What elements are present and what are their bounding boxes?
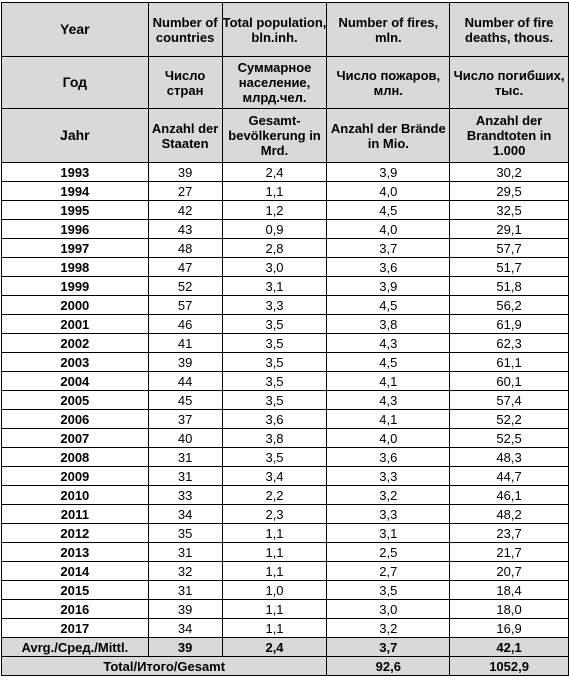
col-header-year-ru: Год — [2, 57, 149, 109]
col-header-deaths-en: Number of fire deaths, thous. — [450, 3, 569, 57]
cell-population: 3,0 — [222, 258, 327, 277]
cell-fires: 4,1 — [327, 410, 450, 429]
cell-population: 3,5 — [222, 334, 327, 353]
cell-year: 2002 — [2, 334, 149, 353]
table-row — [2, 353, 569, 372]
cell-deaths: 61,9 — [450, 315, 569, 334]
table-row — [2, 182, 569, 201]
cell-countries: 46 — [148, 315, 222, 334]
header-row-ru — [2, 57, 569, 109]
col-header-fires-de: Anzahl der Brände in Mio. — [327, 109, 450, 163]
cell-fires: 2,5 — [327, 543, 450, 562]
table-row — [2, 467, 569, 486]
cell-fires: 4,0 — [327, 220, 450, 239]
cell-fires: 4,5 — [327, 296, 450, 315]
col-header-countries-en: Number of countries — [148, 3, 222, 57]
cell-year: 1999 — [2, 277, 149, 296]
cell-fires: 3,3 — [327, 467, 450, 486]
cell-countries: 34 — [148, 619, 222, 638]
cell-deaths: 18,0 — [450, 600, 569, 619]
cell-deaths: 52,2 — [450, 410, 569, 429]
cell-countries: 31 — [148, 581, 222, 600]
cell-year: 2007 — [2, 429, 149, 448]
cell-fires: 4,0 — [327, 429, 450, 448]
col-header-fires-en: Number of fires, mln. — [327, 3, 450, 57]
cell-deaths: 44,7 — [450, 467, 569, 486]
cell-year: 2014 — [2, 562, 149, 581]
cell-population: 3,6 — [222, 410, 327, 429]
cell-deaths: 23,7 — [450, 524, 569, 543]
cell-fires: 3,2 — [327, 619, 450, 638]
cell-countries: 44 — [148, 372, 222, 391]
cell-population: 1,1 — [222, 543, 327, 562]
table-row — [2, 315, 569, 334]
col-header-population-ru: Суммарное население, млрд.чел. — [222, 57, 327, 109]
table-row — [2, 429, 569, 448]
table-row — [2, 372, 569, 391]
cell-deaths: 29,1 — [450, 220, 569, 239]
cell-population: 3,1 — [222, 277, 327, 296]
cell-population: 3,3 — [222, 296, 327, 315]
table-row — [2, 562, 569, 581]
average-fires: 3,7 — [327, 638, 450, 657]
table-row — [2, 220, 569, 239]
table-body — [2, 163, 569, 638]
cell-countries: 37 — [148, 410, 222, 429]
col-header-population-en: Total population, bln.inh. — [222, 3, 327, 57]
cell-year: 2017 — [2, 619, 149, 638]
total-row — [2, 657, 569, 676]
table-row — [2, 543, 569, 562]
header-row-de — [2, 109, 569, 163]
cell-countries: 31 — [148, 543, 222, 562]
cell-year: 1995 — [2, 201, 149, 220]
cell-year: 2006 — [2, 410, 149, 429]
cell-population: 1,1 — [222, 619, 327, 638]
cell-population: 2,2 — [222, 486, 327, 505]
cell-year: 2010 — [2, 486, 149, 505]
fire-statistics-table — [1, 2, 569, 676]
cell-countries: 42 — [148, 201, 222, 220]
cell-countries: 48 — [148, 239, 222, 258]
cell-deaths: 60,1 — [450, 372, 569, 391]
cell-fires: 4,3 — [327, 334, 450, 353]
cell-fires: 4,0 — [327, 182, 450, 201]
cell-population: 1,1 — [222, 182, 327, 201]
total-deaths: 1052,9 — [450, 657, 569, 676]
cell-population: 3,8 — [222, 429, 327, 448]
cell-fires: 4,1 — [327, 372, 450, 391]
table-row — [2, 201, 569, 220]
cell-countries: 40 — [148, 429, 222, 448]
table-row — [2, 239, 569, 258]
table-row — [2, 410, 569, 429]
col-header-countries-de: Anzahl der Staaten — [148, 109, 222, 163]
cell-year: 2008 — [2, 448, 149, 467]
cell-deaths: 29,5 — [450, 182, 569, 201]
cell-fires: 4,5 — [327, 201, 450, 220]
cell-population: 1,0 — [222, 581, 327, 600]
cell-fires: 3,2 — [327, 486, 450, 505]
cell-year: 2012 — [2, 524, 149, 543]
col-header-population-de: Gesamt-bevölkerung in Mrd. — [222, 109, 327, 163]
cell-population: 3,5 — [222, 391, 327, 410]
col-header-fires-ru: Число пожаров, млн. — [327, 57, 450, 109]
cell-population: 2,8 — [222, 239, 327, 258]
cell-year: 1994 — [2, 182, 149, 201]
cell-countries: 31 — [148, 448, 222, 467]
cell-countries: 52 — [148, 277, 222, 296]
table-row — [2, 486, 569, 505]
table-row — [2, 277, 569, 296]
cell-countries: 32 — [148, 562, 222, 581]
cell-deaths: 30,2 — [450, 163, 569, 182]
average-label: Avrg./Сред./Mittl. — [2, 638, 149, 657]
cell-year: 2001 — [2, 315, 149, 334]
cell-deaths: 57,7 — [450, 239, 569, 258]
cell-population: 1,1 — [222, 600, 327, 619]
table-row — [2, 163, 569, 182]
cell-year: 2009 — [2, 467, 149, 486]
average-population: 2,4 — [222, 638, 327, 657]
cell-deaths: 57,4 — [450, 391, 569, 410]
cell-year: 1998 — [2, 258, 149, 277]
cell-countries: 35 — [148, 524, 222, 543]
table-row — [2, 391, 569, 410]
cell-fires: 3,8 — [327, 315, 450, 334]
cell-countries: 34 — [148, 505, 222, 524]
cell-population: 2,3 — [222, 505, 327, 524]
cell-year: 1993 — [2, 163, 149, 182]
cell-fires: 3,0 — [327, 600, 450, 619]
col-header-year-en: Year — [2, 3, 149, 57]
cell-deaths: 16,9 — [450, 619, 569, 638]
cell-fires: 3,1 — [327, 524, 450, 543]
cell-year: 2015 — [2, 581, 149, 600]
cell-deaths: 61,1 — [450, 353, 569, 372]
cell-year: 2016 — [2, 600, 149, 619]
cell-year: 2011 — [2, 505, 149, 524]
table-row — [2, 581, 569, 600]
cell-fires: 3,5 — [327, 581, 450, 600]
cell-population: 2,4 — [222, 163, 327, 182]
cell-countries: 43 — [148, 220, 222, 239]
cell-countries: 39 — [148, 600, 222, 619]
cell-countries: 31 — [148, 467, 222, 486]
cell-deaths: 56,2 — [450, 296, 569, 315]
header-row-en — [2, 3, 569, 57]
average-row — [2, 638, 569, 657]
table-row — [2, 448, 569, 467]
cell-deaths: 48,2 — [450, 505, 569, 524]
cell-deaths: 48,3 — [450, 448, 569, 467]
cell-deaths: 32,5 — [450, 201, 569, 220]
table-row — [2, 505, 569, 524]
cell-countries: 33 — [148, 486, 222, 505]
cell-fires: 4,5 — [327, 353, 450, 372]
cell-countries: 41 — [148, 334, 222, 353]
cell-year: 1996 — [2, 220, 149, 239]
cell-deaths: 52,5 — [450, 429, 569, 448]
cell-countries: 27 — [148, 182, 222, 201]
col-header-deaths-de: Anzahl der Brandtoten in 1.000 — [450, 109, 569, 163]
cell-deaths: 21,7 — [450, 543, 569, 562]
cell-population: 0,9 — [222, 220, 327, 239]
cell-countries: 47 — [148, 258, 222, 277]
table-row — [2, 296, 569, 315]
average-deaths: 42,1 — [450, 638, 569, 657]
cell-fires: 3,3 — [327, 505, 450, 524]
cell-population: 1,2 — [222, 201, 327, 220]
cell-population: 3,5 — [222, 315, 327, 334]
cell-year: 2004 — [2, 372, 149, 391]
total-label: Total/Итого/Gesamt — [2, 657, 327, 676]
col-header-year-de: Jahr — [2, 109, 149, 163]
cell-deaths: 51,8 — [450, 277, 569, 296]
col-header-deaths-ru: Число погибших, тыс. — [450, 57, 569, 109]
cell-year: 1997 — [2, 239, 149, 258]
cell-fires: 3,6 — [327, 448, 450, 467]
cell-countries: 39 — [148, 353, 222, 372]
cell-deaths: 51,7 — [450, 258, 569, 277]
cell-population: 3,5 — [222, 353, 327, 372]
cell-year: 2013 — [2, 543, 149, 562]
cell-deaths: 62,3 — [450, 334, 569, 353]
cell-population: 3,4 — [222, 467, 327, 486]
cell-countries: 57 — [148, 296, 222, 315]
cell-year: 2005 — [2, 391, 149, 410]
cell-countries: 39 — [148, 163, 222, 182]
cell-fires: 3,6 — [327, 258, 450, 277]
cell-countries: 45 — [148, 391, 222, 410]
cell-fires: 3,9 — [327, 163, 450, 182]
table-row — [2, 619, 569, 638]
table-row — [2, 334, 569, 353]
cell-year: 2000 — [2, 296, 149, 315]
cell-population: 3,5 — [222, 372, 327, 391]
col-header-countries-ru: Число стран — [148, 57, 222, 109]
cell-deaths: 46,1 — [450, 486, 569, 505]
cell-population: 3,5 — [222, 448, 327, 467]
cell-fires: 3,9 — [327, 277, 450, 296]
cell-deaths: 18,4 — [450, 581, 569, 600]
cell-population: 1,1 — [222, 524, 327, 543]
cell-year: 2003 — [2, 353, 149, 372]
table-row — [2, 258, 569, 277]
table-row — [2, 524, 569, 543]
total-fires: 92,6 — [327, 657, 450, 676]
cell-fires: 3,7 — [327, 239, 450, 258]
cell-deaths: 20,7 — [450, 562, 569, 581]
table-row — [2, 600, 569, 619]
cell-population: 1,1 — [222, 562, 327, 581]
average-countries: 39 — [148, 638, 222, 657]
cell-fires: 2,7 — [327, 562, 450, 581]
cell-fires: 4,3 — [327, 391, 450, 410]
